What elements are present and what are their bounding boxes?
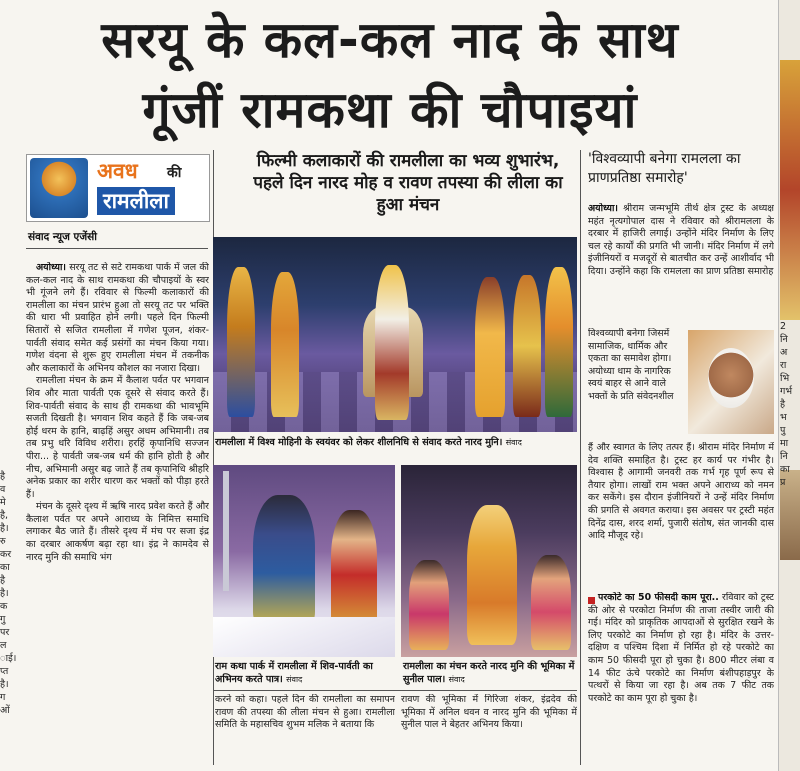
actor-figure-4 <box>475 277 505 417</box>
logo-text-ki: की <box>167 165 182 181</box>
edge-fragment: कर <box>0 549 12 560</box>
edge-fragment: व <box>0 484 6 495</box>
edge-fragment: है। <box>0 679 9 690</box>
headline-line-1: सरयू के कल-कल नाद के साथ <box>101 11 679 69</box>
edge-fragment: है <box>780 399 786 410</box>
edge-fragment: 2 <box>780 321 787 332</box>
actor-figure-6 <box>545 267 573 417</box>
edge-fragment: नि <box>780 451 788 462</box>
shiv-parvati-photo <box>213 465 395 657</box>
right-article-para-2: हैं और स्वागत के लिए तत्पर हैं। श्रीराम मंदिर निर्माण में देव शक्ति समाहित है। ट्रस्ट हर कार्य पर गंभीर है। विश्वास है आगामी जनवरी तक गर्भ गृह पूर्ण रूप से तैयार होगा। लाखों राम भक्त अपने आराध्य को नमन कर सकेंगे। इस दौरान इंजीनियरों ने उन्हें मंदिर निर्माण की प्रगति से अवगत कराया। इस अवसर पर ट्रस्टी महंत दिनेंद्र दास, शरद शर्मा, पुजारी संतोष, संत जानकी दास आदि मौजूद रहे। <box>588 442 774 542</box>
left-article <box>26 262 209 767</box>
edge-fragment: है। <box>0 523 9 534</box>
right-edge-column <box>780 320 800 620</box>
edge-fragment: नि <box>780 334 788 345</box>
right-article-para-3: परकोटे का 50 फीसदी काम पूरा.. रविवार को ट्रस्ट की ओर से परकोटा निर्माण की ताजा तस्वीर जारी की गई। मंदिर को प्राकृतिक आपदाओं से सुरक्षित रखने के लिए परकोटे का निर्माण हो रहा है। मंदिर के उत्तर-दक्षिण व पश्चिम दिशा में निर्मित हो रहे परकोटे का काम 50 फीसदी पूरा हो चुका है। 800 मीटर लंबा व 14 फीट ऊंचे परकोटे का निर्माण बंशीपहाड़पुर के पत्थरों से किया जा रहा है। अब तक 7 फीट तक परकोटे का काम पूरा हो चुका है। <box>588 592 774 704</box>
right-article-para-1: अयोध्या। श्रीराम जन्मभूमि तीर्थ क्षेत्र ट्रस्ट के अध्यक्ष महंत नृत्यगोपाल दास ने रविवार को श्रीरामलला के दरबार में हाजिरी लगाई। उन्होंने मंदिर निर्माण के लिए चल रहे कार्यों की प्रगति भी जानी। मंदिर निर्माण में लगे इंजीनियरों व मजदूरों से बातचीत कर उन्हें आशीर्वाद भी दिया। उन्होंने कहा कि रामलला का प्राण प्रतिष्ठा समारोह <box>588 203 774 277</box>
dancer-figure-2 <box>531 555 571 650</box>
actor-figure-1 <box>227 267 255 417</box>
left-para-2: रामलीला मंचन के क्रम में कैलाश पर्वत पर भगवान शिव और माता पार्वती एक दूसरे से संवाद करते हैं। शिव-पार्वती संवाद के साथ ही रामकथा की भावभूमि सजती दिखती है। भगवान शिव कहते हैं कि जब-जब होई धरम के हानि, बाढ़हिं असुर अधम अभिमानी। तब तब प्रभु धरि विविध शरीरा। हरहिं कृपानिधि सज्जन पीरा... हे पार्वती जब-जब धर्म की हानि होती है और नीच, अभिमानी असुर बढ़ जाते हैं तब कृपानिधि श्रीहरि अनेक प्रकार का शरीर धारण कर भक्तों को पीड़ा हरते हैं। <box>26 375 209 500</box>
edge-fragment: भ <box>780 412 787 423</box>
edge-fragment: है। <box>0 588 9 599</box>
right-edge-photo <box>780 60 800 320</box>
narad-figure <box>467 505 517 645</box>
edge-fragment: ओं <box>0 705 10 716</box>
logo-text-ramleela: रामलीला <box>97 187 175 215</box>
actor-figure-5 <box>513 275 541 417</box>
edge-fragment: भि <box>780 373 790 384</box>
byline: संवाद न्यूज एजेंसी <box>28 231 97 243</box>
edge-fragment: पर <box>0 627 10 638</box>
caption-main-photo: रामलीला में विश्व मोहिनी के स्वयंवर को लेकर शीलनिधि से संवाद करते नारद मुनि। संवाद <box>215 437 522 448</box>
right-subheading: परकोटे का 50 फीसदी काम पूरा.. <box>598 592 719 603</box>
edge-fragment: का <box>0 562 10 573</box>
edge-fragment: क <box>0 601 8 612</box>
actor-figure-2 <box>271 272 299 417</box>
shiv-figure <box>253 495 315 625</box>
left-para-3: मंचन के दूसरे दृश्य में ऋषि नारद प्रवेश करते हैं और कैलाश पर्वत पर अपने आराध्य के निमित्त समाधि लगाकर बैठ जाते हैं। तीसरे दृश्य में मंच पर सजा इंद्र का दरबार आकर्षण बढ़ा रहा था। इंद्र ने कामदेव से नारद मुनि की समाधि भंग <box>26 501 209 563</box>
edge-fragment: है <box>0 575 6 586</box>
logo-text-avadh: अवध <box>97 159 138 183</box>
mahant-face <box>708 348 754 408</box>
byline-rule <box>26 248 208 249</box>
edge-fragment: प्र <box>780 477 786 488</box>
actor-figure-3 <box>375 265 409 420</box>
avadh-ramleela-logo <box>26 154 210 222</box>
edge-fragment: ल <box>0 640 7 651</box>
edge-fragment: रा <box>780 360 787 371</box>
center-subhead: फिल्मी कलाकारों की रामलीला का भव्य शुभारंभ, पहले दिन नारद मोह व रावण तपस्या की लीला का हुआ मंचन <box>253 151 563 215</box>
trident-icon <box>223 471 229 591</box>
center-bottom-col-2: रावण की भूमिका में गिरिजा शंकर, इंद्रदेव की भूमिका में अनिल धवन व नारद मुनि की भूमिका में सुनील पाल ने बेहतर अभिनय किया। <box>401 694 577 731</box>
edge-fragment: गर्भ <box>780 386 793 397</box>
edge-fragment: है, <box>0 510 9 521</box>
edge-fragment: का <box>780 464 790 475</box>
snow-mountain <box>213 617 395 657</box>
headline-line-2: गूंजीं रामकथा की चौपाइयां <box>142 81 638 139</box>
edge-fragment: ग <box>0 692 6 703</box>
dancer-figure-1 <box>409 560 449 650</box>
center-bottom-rule <box>213 690 577 691</box>
column-divider-right <box>580 150 581 765</box>
right-article-narrow: विश्वव्यापी बनेगा जिसमें सामाजिक, धार्मिक और एकता का समावेश होगा। अयोध्या धाम के नागरिक स्वयं बाहर से आने वाले भक्तों के प्रति संवेदनशील <box>588 328 674 402</box>
left-para-1: अयोध्या। सरयू तट से सटे रामकथा पार्क में जल की कल-कल नाद के साथ रामकथा की चौपाइयों के स्वर भी गूंजने लगे हैं। रविवार से फिल्मी कलाकारों की रामलीला का मंचन प्रारंभ हुआ तो सरयू तट पर भक्ति की धारा भी प्रवाहित होने लगी। पहले दिन फिल्मी सितारों से सजित रामलीला में गणेश पूजन, शंकर-पार्वती संवाद समेत कई प्रसंगों का मंचन किया गया। गणेश वंदना से शुरू हुए रामलीला मंचन में तकनीक और कलाकारों के अभिनय कौशल का नजारा दिखा। <box>26 262 209 374</box>
caption-narad-muni: रामलीला का मंचन करते नारद मुनि की भूमिका में सुनील पाल। संवाद <box>403 661 575 685</box>
edge-fragment: रु <box>0 536 6 547</box>
main-stage-photo <box>213 237 577 432</box>
caption-shiv-parvati: राम कथा पार्क में रामलीला में शिव-पार्वती का अभिनय करते पात्र। संवाद <box>215 661 373 685</box>
edge-fragment: है <box>0 471 6 482</box>
left-edge-column <box>0 470 16 770</box>
parvati-figure <box>331 510 377 628</box>
edge-fragment: प्त <box>0 666 9 677</box>
edge-fragment: पु <box>780 425 786 436</box>
right-article-title: 'विश्वव्यापी बनेगा रामलला का प्राणप्रतिष्ठा समारोह' <box>588 151 741 186</box>
mahant-photo <box>688 330 774 434</box>
narad-muni-photo <box>401 465 577 657</box>
edge-fragment: गु <box>0 614 6 625</box>
edge-fragment: मा <box>780 438 789 449</box>
edge-fragment: ाई। <box>0 653 16 664</box>
edge-fragment: अ <box>780 347 788 358</box>
center-bottom-col-1: करने को कहा। पहले दिन की रामलीला का समापन रावण की तपस्या की लीला मंचन से हुआ। रामलीला समिति के महासचिव शुभम मलिक ने बताया कि <box>215 694 395 731</box>
ram-portrait <box>30 158 88 218</box>
edge-fragment: मे <box>0 497 6 508</box>
